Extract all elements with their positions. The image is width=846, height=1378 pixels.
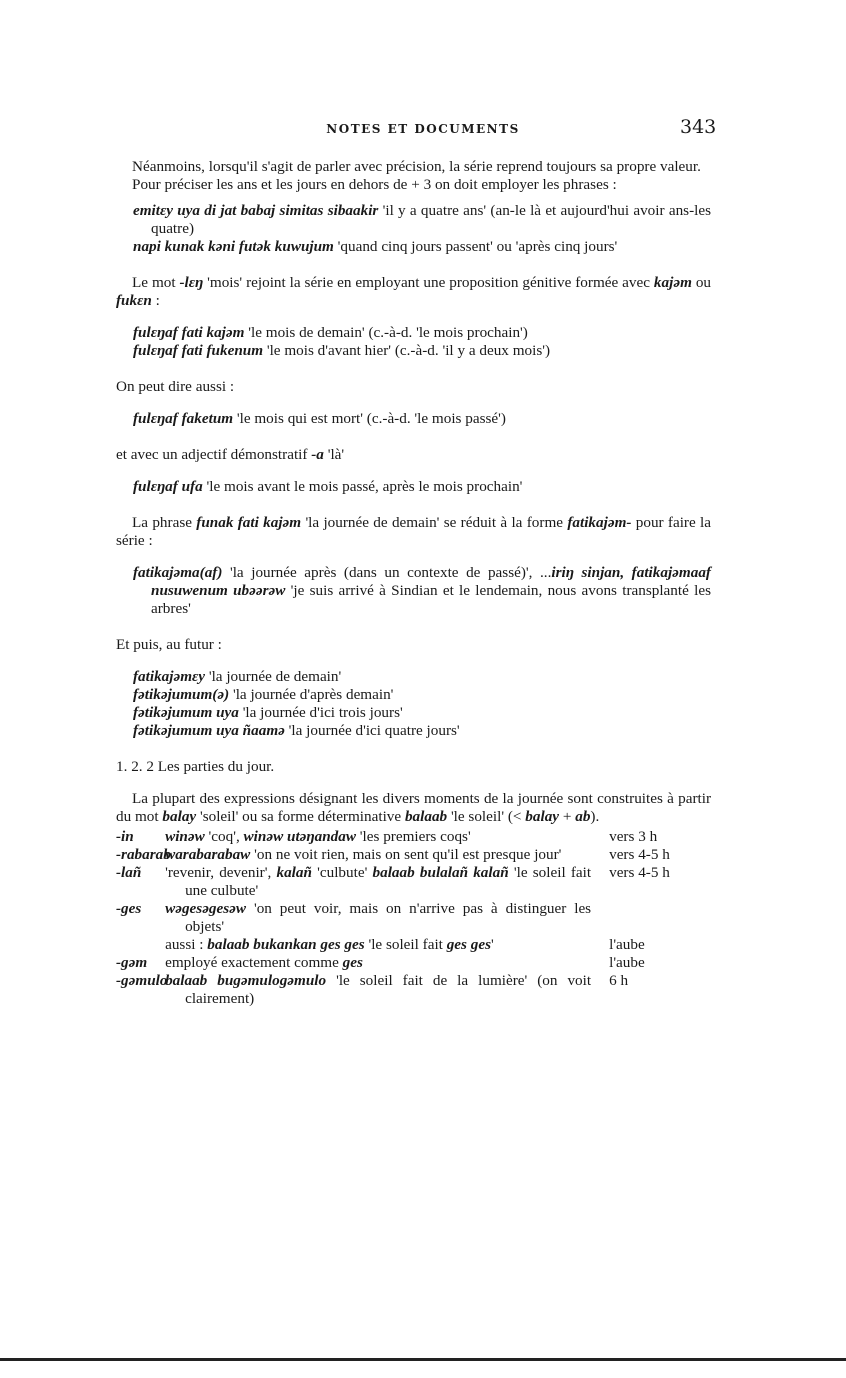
- example-gloss: 'je suis arrivé à Sindian et le lendemain, nous avons transplanté les arbres': [151, 582, 711, 617]
- definition: [165, 972, 592, 1008]
- paragraph: Néanmoins, lorsqu'il s'agit de parler avec précision, la série reprend toujours sa propre valeur.: [132, 158, 701, 175]
- example: [133, 342, 711, 360]
- example-gloss: 'quand cinq jours passent' ou 'après cinq jours': [333, 238, 618, 255]
- term: -lεŋ: [179, 274, 204, 291]
- table-row: [116, 972, 711, 1008]
- text: employé exactement comme: [165, 954, 343, 971]
- text: 'on ne voit rien, mais on sent qu'il est presque jour': [250, 846, 562, 863]
- example-term: fətikəjumum uya: [133, 704, 239, 721]
- example-term: iriŋ sinjan, fatikajəmaaf nusuwenum ubəərəw: [151, 564, 711, 599]
- table-row: [116, 954, 711, 972]
- example-term: fatikajəma(af): [133, 564, 223, 581]
- paragraph: [116, 446, 711, 464]
- example-gloss: 'le mois avant le mois passé, après le mois prochain': [202, 478, 523, 495]
- times-of-day-table: [116, 828, 711, 1008]
- text: 'culbute': [311, 864, 373, 881]
- section-heading: 1. 2. 2 Les parties du jour.: [116, 758, 275, 775]
- text: 'le soleil fait une culbute': [185, 864, 592, 899]
- example: [133, 238, 711, 256]
- example: [133, 324, 711, 342]
- term: funak fati kajəm: [196, 514, 302, 531]
- text: ou: [691, 274, 712, 291]
- text: aussi :: [165, 936, 208, 953]
- example-gloss: 'le mois de demain' (c.-à-d. 'le mois prochain'): [244, 324, 528, 341]
- example-gloss: 'la journée après (dans un contexte de passé)', ...: [222, 564, 552, 581]
- text: La phrase: [132, 514, 197, 531]
- definition: [165, 846, 591, 864]
- definition: [165, 954, 591, 972]
- root-morpheme: -gəmulo: [116, 972, 168, 989]
- text: et avec un adjectif démonstratif: [116, 446, 312, 463]
- body-text: [116, 158, 711, 1008]
- example-term: fatikajəmεy: [133, 668, 206, 685]
- time-of-day: vers 3 h: [609, 828, 658, 845]
- term: -a: [311, 446, 324, 463]
- root-morpheme: -gəm: [116, 954, 148, 971]
- example-gloss: 'le mois d'avant hier' (c.-à-d. 'il y a deux mois'): [263, 342, 551, 359]
- example-term: napi kunak kəni futək kuwujum: [133, 238, 334, 255]
- text: +: [559, 808, 576, 825]
- term: balay: [162, 808, 197, 825]
- page-number: 343: [680, 116, 717, 138]
- text: 'coq',: [204, 828, 244, 845]
- term: balay: [525, 808, 560, 825]
- term: balaab: [404, 808, 448, 825]
- paragraph: Et puis, au futur :: [116, 636, 222, 653]
- example-gloss: 'la journée d'ici trois jours': [238, 704, 403, 721]
- paragraph: On peut dire aussi :: [116, 378, 235, 395]
- example-term: emitεy uya di jat babaj simitas sibaakir: [133, 202, 379, 219]
- example-term: fətikəjumum(ə): [133, 686, 230, 703]
- term: balaab bugəmulogəmulo: [165, 972, 327, 989]
- example-gloss: 'la journée de demain': [205, 668, 342, 685]
- time-of-day: vers 4-5 h: [609, 846, 670, 863]
- bottom-rule: [0, 1358, 846, 1361]
- example: [133, 704, 711, 722]
- term: ab: [575, 808, 591, 825]
- paragraph: [116, 514, 711, 550]
- text: :: [151, 292, 160, 309]
- text: 'là': [323, 446, 345, 463]
- example-term: fulεŋaf faketum: [133, 410, 234, 427]
- example-term: fulεŋaf ufa: [133, 478, 203, 495]
- text: ).: [590, 808, 600, 825]
- example-gloss: 'la journée d'ici quatre jours': [284, 722, 460, 739]
- text: 'le soleil fait: [364, 936, 447, 953]
- example: [133, 564, 711, 618]
- time-of-day: l'aube: [609, 954, 645, 971]
- term: ges ges: [446, 936, 491, 953]
- text: 'revenir, devenir',: [165, 864, 277, 881]
- text: ': [491, 936, 494, 953]
- term: winəw utəŋandaw: [243, 828, 356, 845]
- term: balaab bukankan ges ges: [207, 936, 365, 953]
- root-morpheme: -in: [116, 828, 134, 845]
- term: warabarabaw: [165, 846, 251, 863]
- term: ges: [342, 954, 363, 971]
- definition: [165, 864, 592, 900]
- term: winəw: [165, 828, 205, 845]
- time-of-day: l'aube: [609, 936, 645, 953]
- term: fatikajəm-: [567, 514, 632, 531]
- running-title: NOTES ET DOCUMENTS: [326, 122, 520, 136]
- table-row: [116, 900, 711, 954]
- example-term: fulεŋaf fati fukenum: [133, 342, 264, 359]
- text: pour faire la série :: [116, 514, 711, 549]
- text: 'le soleil fait de la lumière' (on voit clairement): [185, 972, 592, 1007]
- text: 'on peut voir, mais on n'arrive pas à distinguer les objets': [185, 900, 592, 935]
- table-row: [116, 864, 711, 900]
- definition-continued: [165, 936, 591, 954]
- table-row: [116, 846, 711, 864]
- term: kajəm: [653, 274, 692, 291]
- example: [133, 478, 711, 496]
- paragraph: Pour préciser les ans et les jours en dehors de + 3 on doit employer les phrases :: [132, 176, 617, 193]
- term: wəgesəgesəw: [165, 900, 247, 917]
- text: La plupart des expressions désignant les divers moments de la journée sont construites à partir du mot: [116, 790, 711, 825]
- text: 'soleil' ou sa forme déterminative: [196, 808, 405, 825]
- time-of-day: vers 4-5 h: [609, 864, 670, 881]
- text: 'le soleil' (<: [447, 808, 526, 825]
- example: [133, 202, 711, 238]
- term: fukεn: [116, 292, 152, 309]
- paragraph: [116, 274, 711, 310]
- text: 'les premiers coqs': [356, 828, 471, 845]
- term: balaab bulalañ kalañ: [372, 864, 509, 881]
- definition: [165, 828, 591, 846]
- text: 'mois' rejoint la série en employant une proposition génitive formée avec: [203, 274, 654, 291]
- example: [133, 722, 711, 740]
- table-row: [116, 828, 711, 846]
- example-gloss: 'la journée d'après demain': [229, 686, 394, 703]
- time-of-day: 6 h: [609, 972, 629, 989]
- root-morpheme: -lañ: [116, 864, 142, 881]
- example-gloss: 'il y a quatre ans' (an-le là et aujourd'hui avoir ans-les quatre): [151, 202, 712, 237]
- term: kalañ: [276, 864, 312, 881]
- example-gloss: 'le mois qui est mort' (c.-à-d. 'le mois passé'): [233, 410, 506, 427]
- paragraph: [116, 790, 711, 826]
- root-morpheme: -ges: [116, 900, 142, 917]
- example: [133, 668, 711, 686]
- example: [133, 410, 711, 428]
- root-morpheme: -rabarab: [116, 846, 171, 863]
- example-term: fulεŋaf fati kajəm: [133, 324, 245, 341]
- definition: [165, 900, 592, 954]
- text: 'la journée de demain' se réduit à la forme: [301, 514, 568, 531]
- table-body: [116, 828, 711, 1008]
- example: [133, 686, 711, 704]
- text: Le mot: [132, 274, 180, 291]
- example-term: fətikəjumum uya ñaamə: [133, 722, 285, 739]
